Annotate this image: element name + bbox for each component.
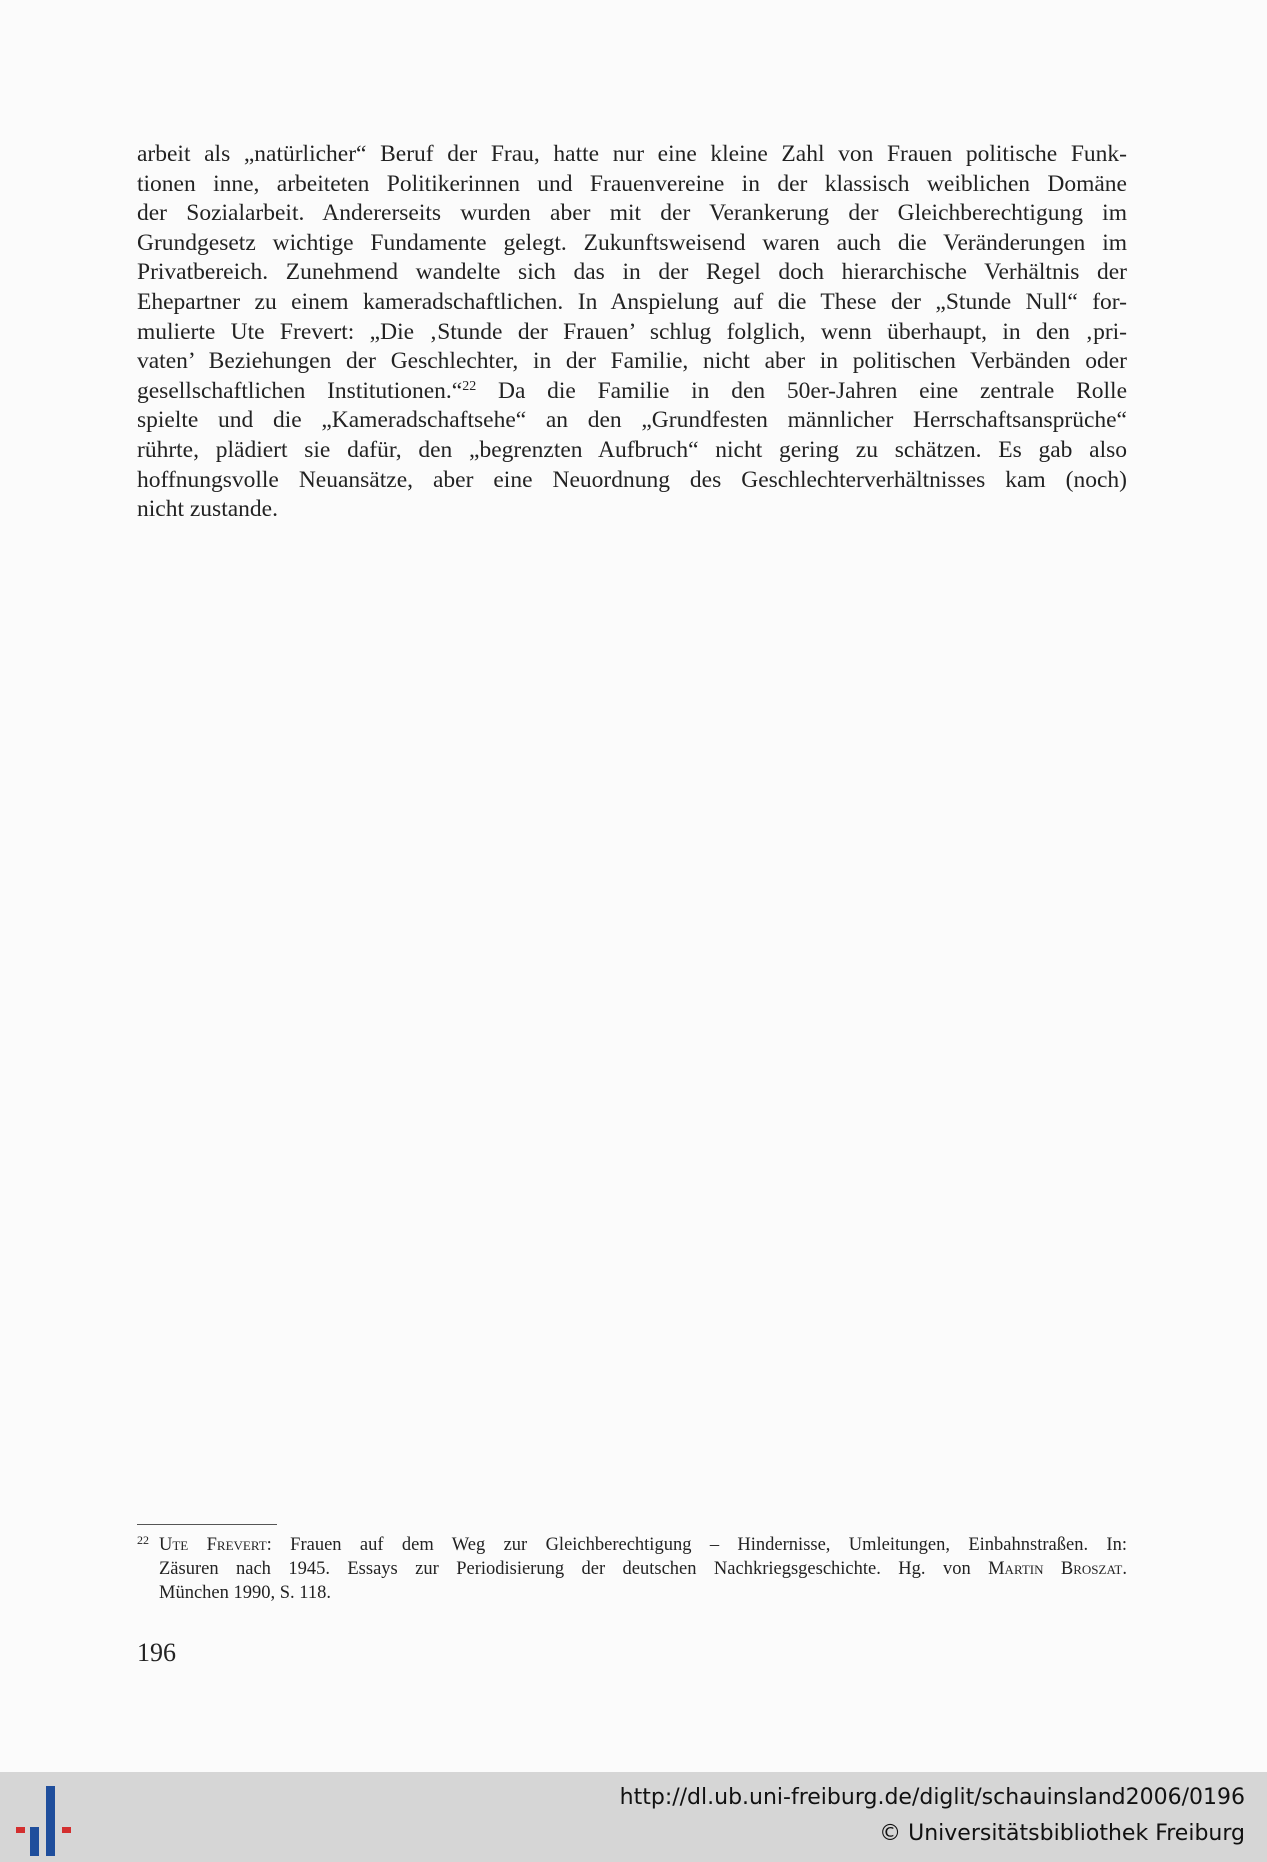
footer-bar (0, 1772, 1267, 1862)
footnote-text: Zäsuren nach 1945. Essays zur Periodisierung der deutschen Nachkriegsgeschichte. Hg. von (159, 1559, 989, 1579)
footnote-text: . (1122, 1559, 1127, 1579)
body-line: vaten’ Beziehungen der Geschlechter, in der Familie, nicht aber in politischen Verbänden oder (137, 348, 1127, 375)
footnote-reference: 22 (462, 378, 477, 394)
source-url-link[interactable]: http://dl.ub.uni-freiburg.de/diglit/schauinsland2006/0196 (619, 1785, 1245, 1810)
body-line: nicht zustande. (137, 496, 278, 523)
copyright-notice: © Universitätsbibliothek Freiburg (879, 1821, 1245, 1846)
body-line: der Sozialarbeit. Andererseits wurden aber mit der Verankerung der Gleichberechtigung im (137, 200, 1127, 227)
body-line: Ehepartner zu einem kameradschaftlichen. In Anspielung auf die These der „Stunde Null“ for- (137, 288, 1127, 315)
footnote (137, 1533, 1127, 1605)
body-line: rührte, plädiert sie dafür, den „begrenzten Aufbruch“ nicht gering zu schätzen. Es gab also (137, 436, 1127, 463)
footnote-line (137, 1533, 1127, 1557)
footnote-author: Ute Frevert (159, 1535, 267, 1555)
body-line-with-footnote-ref (137, 377, 1127, 407)
body-line: arbeit als „natürlicher“ Beruf der Frau, hatte nur eine kleine Zahl von Frauen politische Funk- (137, 141, 1127, 167)
body-paragraph (137, 140, 1127, 525)
footnote-line: München 1990, S. 118. (159, 1583, 331, 1603)
footnote-line (137, 1557, 1127, 1581)
body-line: Grundgesetz wichtige Fundamente gelegt. Zukunftsweisend waren auch die Veränderungen im (137, 229, 1127, 256)
footnote-number: 22 (137, 1533, 149, 1547)
body-text-fragment: Da die Familie in den 50er-Jahren eine zentrale Rolle (476, 377, 1128, 404)
page-number: 196 (137, 1638, 176, 1667)
body-line: Privatbereich. Zunehmend wandelte sich das in der Regel doch hierarchische Verhältnis der (137, 259, 1127, 286)
body-line: hoffnungsvolle Neuansätze, aber eine Neuordnung des Geschlechterverhältnisses kam (noch) (137, 466, 1127, 493)
body-text-fragment: gesellschaftlichen Institutionen.“ (137, 377, 463, 404)
body-line: spielte und die „Kameradschaftsehe“ an den „Grundfesten männlicher Herrschaftsansprüche“ (137, 407, 1127, 434)
ub-freiburg-logo-icon (16, 1786, 80, 1856)
body-line: tionen inne, arbeiteten Politikerinnen und Frauenvereine in der klassisch weiblichen Domäne (137, 170, 1127, 197)
footnote-editor: Martin Broszat (988, 1559, 1123, 1579)
body-line: mulierte Ute Frevert: „Die ‚Stunde der Frauen’ schlug folglich, wenn überhaupt, in den ‚pri- (137, 318, 1127, 345)
footnote-text: : Frauen auf dem Weg zur Gleichberechtigung – Hindernisse, Umleitungen, Einbahnstraßen. In: (266, 1535, 1127, 1555)
footnote-divider (137, 1524, 277, 1525)
